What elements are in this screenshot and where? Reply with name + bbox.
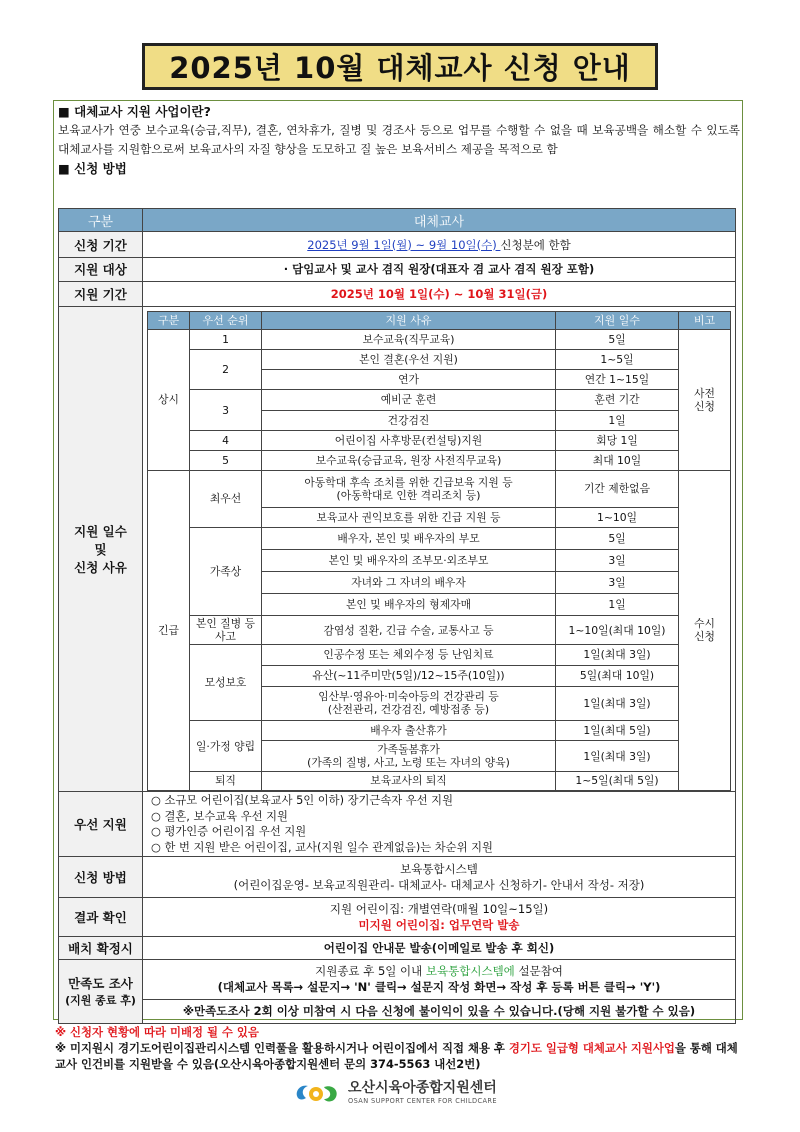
support-reason: 어린이집 사후방문(컨설팅)지원 bbox=[262, 430, 556, 450]
header-gubun: 구분 bbox=[59, 209, 143, 232]
support-reason: 배우자 출산휴가 bbox=[262, 720, 556, 740]
method-line1: 보육통합시스템 bbox=[400, 862, 478, 877]
support-period-label: 지원 기간 bbox=[59, 282, 143, 307]
intro-heading: ■ 대체교사 지원 사업이란? bbox=[58, 104, 211, 119]
support-days: 3일 bbox=[556, 549, 679, 571]
days-table bbox=[147, 311, 731, 790]
support-reason: 본인 및 배우자의 형제자매 bbox=[262, 594, 556, 616]
days-table-row bbox=[148, 470, 731, 507]
support-reason: 가족돌봄휴가 (가족의 질병, 사고, 노령 또는 자녀의 양육) bbox=[262, 740, 556, 772]
priority-item: ○ 결혼, 보수교육 우선 지원 bbox=[151, 809, 288, 823]
apply-period-value bbox=[143, 232, 736, 257]
result-line1: 지원 어린이집: 개별연락(매월 10일~15일) bbox=[329, 901, 549, 916]
category-urgent: 긴급 bbox=[148, 470, 190, 790]
days-label-line1: 지원 일수 bbox=[74, 523, 127, 539]
intro-section bbox=[58, 102, 740, 178]
result-line2: 미지원 어린이집: 업무연락 발송 bbox=[358, 917, 520, 932]
note-alternative bbox=[55, 1040, 745, 1072]
support-reason: 임산부·영유아·미숙아등의 건강관리 등 (산전관리, 건강검진, 예방접종 등) bbox=[262, 686, 556, 720]
support-days: 1일 bbox=[556, 594, 679, 616]
notes-section bbox=[55, 1024, 745, 1072]
days-cell bbox=[143, 307, 736, 791]
page-title: 2025년 10월 대체교사 신청 안내 bbox=[142, 43, 658, 90]
priority-label: 우선 지원 bbox=[59, 791, 143, 857]
footer bbox=[292, 1078, 497, 1108]
apply-period-label: 신청 기간 bbox=[59, 232, 143, 257]
support-period-value: 2025년 10월 1일(수) ~ 10월 31일(금) bbox=[143, 282, 736, 307]
days-table-header: 지원 일수 bbox=[556, 312, 679, 330]
priority-item: ○ 한 번 지원 받은 어린이집, 교사(지원 일수 관계없음)는 차순위 지원 bbox=[151, 840, 493, 854]
days-table-header: 지원 사유 bbox=[262, 312, 556, 330]
support-days: 1~10일 bbox=[556, 507, 679, 527]
method-heading: ■ 신청 방법 bbox=[58, 161, 127, 176]
resign-label: 퇴직 bbox=[190, 772, 262, 790]
survey-label-line2: (지원 종료 후) bbox=[65, 994, 136, 1008]
target-label: 지원 대상 bbox=[59, 257, 143, 281]
days-table-header: 우선 순위 bbox=[190, 312, 262, 330]
days-table-row bbox=[148, 390, 731, 410]
priority-rank: 3 bbox=[190, 390, 262, 430]
support-reason: 본인 결혼(우선 지원) bbox=[262, 350, 556, 370]
support-days: 1~10일(최대 10일) bbox=[556, 616, 679, 644]
note-alternative-program: 경기도 일급형 대체교사 지원사업 bbox=[508, 1041, 675, 1055]
target-value: · 담임교사 및 교사 겸직 원장(대표자 겸 교사 겸직 원장 포함) bbox=[143, 257, 736, 281]
support-days: 1~5일 bbox=[556, 350, 679, 370]
priority-rank: 1 bbox=[190, 330, 262, 350]
days-table-row bbox=[148, 330, 731, 350]
priority-rank: 4 bbox=[190, 430, 262, 450]
center-logo-icon bbox=[292, 1078, 342, 1108]
support-days: 5일(최대 10일) bbox=[556, 665, 679, 686]
illness-label: 본인 질병 등 사고 bbox=[190, 616, 262, 644]
days-label-line2: 및 bbox=[94, 541, 107, 557]
support-reason: 본인 및 배우자의 조부모·외조부모 bbox=[262, 549, 556, 571]
support-days: 연간 1~15일 bbox=[556, 370, 679, 390]
note-unassigned: ※ 신청자 현황에 따라 미배정 될 수 있음 bbox=[55, 1025, 259, 1039]
support-reason: 건강검진 bbox=[262, 410, 556, 430]
days-table-row bbox=[148, 644, 731, 665]
support-reason: 보육교사 권익보호를 위한 긴급 지원 등 bbox=[262, 507, 556, 527]
survey-value bbox=[143, 959, 736, 999]
confirm-value: 어린이집 안내문 발송(이메일로 발송 후 회신) bbox=[143, 936, 736, 959]
survey-line1 bbox=[146, 963, 732, 979]
apply-period-date: 2025년 9월 1일(월) ~ 9월 10일(수) bbox=[307, 237, 501, 252]
support-reason: 인공수정 또는 체외수정 등 난임치료 bbox=[262, 644, 556, 665]
days-label bbox=[59, 307, 143, 791]
days-table-row bbox=[148, 772, 731, 790]
result-value bbox=[143, 898, 736, 937]
survey-line1-c: 설문참여 bbox=[514, 964, 563, 979]
support-days: 회당 1일 bbox=[556, 430, 679, 450]
support-reason: 감염성 질환, 긴급 수술, 교통사고 등 bbox=[262, 616, 556, 644]
header-title: 대체교사 bbox=[143, 209, 736, 232]
worklife-label: 일·가정 양립 bbox=[190, 720, 262, 772]
support-days: 기간 제한없음 bbox=[556, 470, 679, 507]
survey-line1-a: 지원종료 후 5일 이내 bbox=[315, 964, 426, 979]
note-alternative-c: 을 통해 대체교사 인건비를 지원받을 수 있음(오산시육아종합지원센터 문의 374-5563 내선2번) bbox=[55, 1041, 738, 1071]
confirm-label: 배치 확정시 bbox=[59, 936, 143, 959]
support-days: 1일(최대 5일) bbox=[556, 720, 679, 740]
days-label-line3: 신청 사유 bbox=[74, 559, 127, 575]
support-days: 3일 bbox=[556, 571, 679, 593]
support-reason: 배우자, 본인 및 배우자의 부모 bbox=[262, 527, 556, 549]
org-name: 오산시육아종합지원센터 bbox=[348, 1080, 497, 1096]
support-reason: 연가 bbox=[262, 370, 556, 390]
days-table-row bbox=[148, 350, 731, 370]
support-days: 1일 bbox=[556, 410, 679, 430]
intro-paragraph: 보육교사가 연중 보수교육(승급,직무), 결혼, 연차휴가, 질병 및 경조사 등으로 업무를 수행할 수 없을 때 보육공백을 해소할 수 있도록 대체교사를 지원함으로써 보육교사의 자질 향상을 도모하고 질 높은 보육서비스 제공을 목적으로 함 bbox=[58, 123, 740, 156]
support-days: 1~5일(최대 5일) bbox=[556, 772, 679, 790]
support-reason: 보수교육(직무교육) bbox=[262, 330, 556, 350]
days-table-header: 구분 bbox=[148, 312, 190, 330]
priority-rank: 2 bbox=[190, 350, 262, 390]
method-value bbox=[143, 857, 736, 898]
support-reason: 보육교사의 퇴직 bbox=[262, 772, 556, 790]
days-table-row bbox=[148, 720, 731, 740]
survey-label-line1: 만족도 조사 bbox=[68, 976, 133, 992]
priority-item: ○ 소규모 어린이집(보육교사 5인 이하) 장기근속자 우선 지원 bbox=[151, 794, 453, 807]
regular-note: 사전 신청 bbox=[679, 330, 731, 470]
method-label: 신청 방법 bbox=[59, 857, 143, 898]
days-table-row bbox=[148, 312, 731, 330]
days-table-row bbox=[148, 616, 731, 644]
days-table-row bbox=[148, 527, 731, 549]
priority-rank: 5 bbox=[190, 450, 262, 470]
support-days: 최대 10일 bbox=[556, 450, 679, 470]
support-reason: 아동학대 후속 조치를 위한 긴급보육 지원 등 (아동학대로 인한 격리조치 등) bbox=[262, 470, 556, 507]
note-alternative-a: ※ 미지원시 경기도어린이집관리시스템 인력풀을 활용하시거나 어린이집에서 직접 채용 후 bbox=[55, 1041, 509, 1055]
support-days: 훈련 기간 bbox=[556, 390, 679, 410]
survey-note: ※만족도조사 2회 이상 미참여 시 다음 신청에 불이익이 있을 수 있습니다.(당해 지원 불가할 수 있음) bbox=[143, 999, 736, 1023]
survey-label bbox=[59, 959, 143, 1023]
priority-item: ○ 평가인증 어린이집 우선 지원 bbox=[151, 825, 307, 838]
support-days: 1일(최대 3일) bbox=[556, 644, 679, 665]
support-days: 5일 bbox=[556, 330, 679, 350]
priority-list bbox=[143, 791, 736, 857]
survey-line2: (대체교사 목록→ 설문지→ 'N' 클릭→ 설문지 작성 화면→ 작성 후 등록 버튼 클릭→ 'Y') bbox=[217, 980, 661, 995]
result-label: 결과 확인 bbox=[59, 898, 143, 937]
org-english-name: OSAN SUPPORT CENTER FOR CHILDCARE bbox=[348, 1097, 497, 1105]
support-days: 1일(최대 3일) bbox=[556, 686, 679, 720]
days-table-header: 비고 bbox=[679, 312, 731, 330]
support-reason: 유산(~11주미만(5일)/12~15주(10일)) bbox=[262, 665, 556, 686]
family-label: 가족상 bbox=[190, 527, 262, 616]
support-days: 5일 bbox=[556, 527, 679, 549]
support-days: 1일(최대 3일) bbox=[556, 740, 679, 772]
days-table-row bbox=[148, 430, 731, 450]
top-priority-label: 최우선 bbox=[190, 470, 262, 527]
support-reason: 보수교육(승급교육, 원장 사전직무교육) bbox=[262, 450, 556, 470]
support-reason: 자녀와 그 자녀의 배우자 bbox=[262, 571, 556, 593]
category-regular: 상시 bbox=[148, 330, 190, 470]
support-reason: 예비군 훈련 bbox=[262, 390, 556, 410]
survey-line1-link: 보육통합시스템에 bbox=[425, 964, 515, 979]
info-table bbox=[58, 208, 736, 1024]
maternity-label: 모성보호 bbox=[190, 644, 262, 720]
method-line2: (어린이집운영- 보육교직원관리- 대체교사- 대체교사 신청하기- 안내서 작성- 저장) bbox=[233, 878, 645, 893]
days-table-row bbox=[148, 450, 731, 470]
apply-period-suffix: 신청분에 한함 bbox=[500, 237, 571, 252]
urgent-note: 수시 신청 bbox=[679, 470, 731, 790]
